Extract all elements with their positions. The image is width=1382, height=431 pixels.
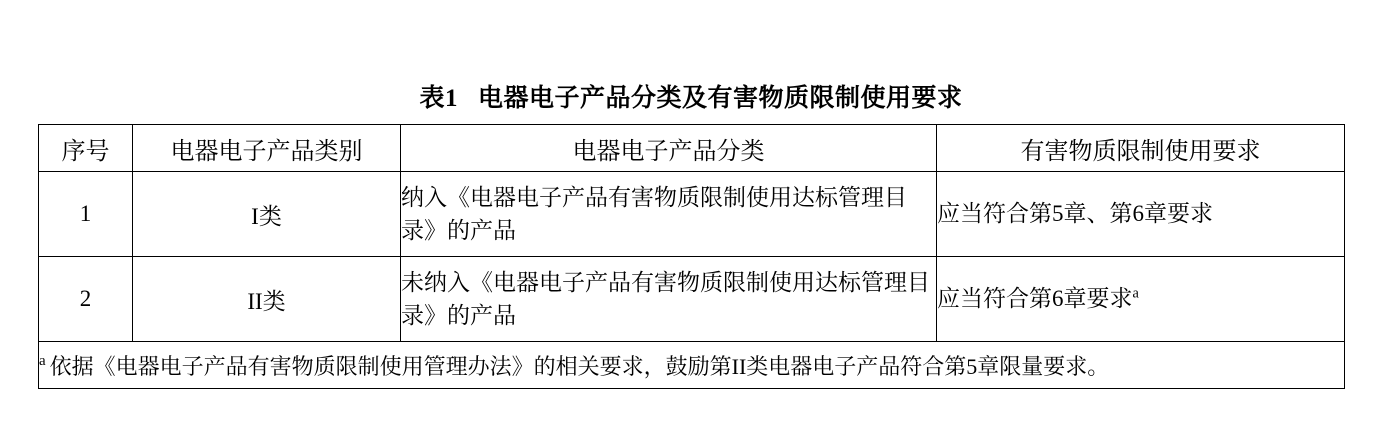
table-footnote-row (39, 342, 1345, 389)
table-container (38, 124, 1344, 389)
footnote-marker-ref: a (1132, 285, 1139, 302)
footnote-marker: a (39, 353, 46, 370)
cell-no: 2 (39, 257, 133, 342)
table-caption-title: 电器电子产品分类及有害物质限制使用要求 (478, 85, 963, 112)
table-header (39, 125, 1345, 172)
table-caption (0, 0, 1382, 124)
table-caption-number: 表1 (419, 85, 458, 112)
footnote-text: 依据《电器电子产品有害物质限制使用管理办法》的相关要求，鼓励第II类电器电子产品符合第5章限量要求。 (49, 353, 1110, 379)
table-row (39, 257, 1345, 342)
table-body (39, 172, 1345, 389)
cell-requirement (937, 172, 1345, 257)
cell-category: II类 (133, 257, 401, 342)
cell-classification: 纳入《电器电子产品有害物质限制使用达标管理目录》的产品 (401, 172, 937, 257)
column-header-no: 序号 (39, 125, 133, 172)
cell-classification: 未纳入《电器电子产品有害物质限制使用达标管理目录》的产品 (401, 257, 937, 342)
table-header-row (39, 125, 1345, 172)
table-footnote-cell (39, 342, 1345, 389)
table-row (39, 172, 1345, 257)
column-header-requirement: 有害物质限制使用要求 (937, 125, 1345, 172)
cell-requirement (937, 257, 1345, 342)
cell-requirement-text: 应当符合第5章、第6章要求 (937, 201, 1213, 227)
column-header-classification: 电器电子产品分类 (401, 125, 937, 172)
column-header-category: 电器电子产品类别 (133, 125, 401, 172)
product-classification-table (38, 124, 1345, 389)
cell-requirement-text: 应当符合第6章要求 (937, 286, 1133, 312)
cell-category: I类 (133, 172, 401, 257)
cell-no: 1 (39, 172, 133, 257)
